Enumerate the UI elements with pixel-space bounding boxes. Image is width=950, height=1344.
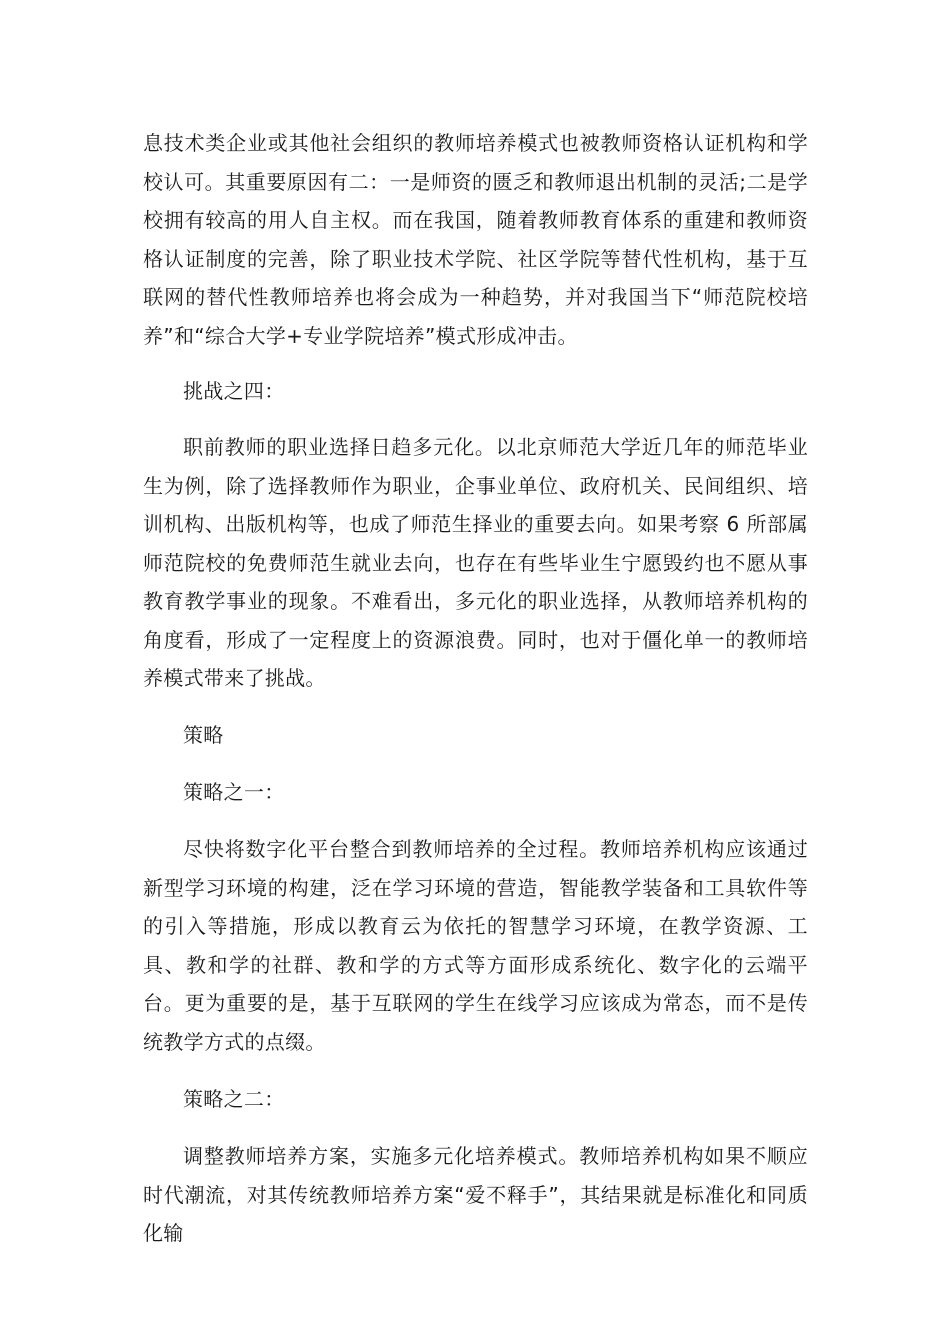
- heading-strategy-two: 策略之二：: [183, 1087, 285, 1111]
- paragraph-strategy-one: 尽快将数字化平台整合到教师培养的全过程。教师培养机构应该通过新型学习环境的构建，泛在学习环境的营造，智能教学装备和工具软件等的引入等措施，形成以教育云为依托的智慧学习环境，在教学资源、工具、教和学的社群、教和学的方式等方面形成系统化、数字化的云端平台。更为重要的是，基于互联网的学生在线学习应该成为常态，而不是传统教学方式的点缀。: [143, 837, 808, 1054]
- heading-strategy: 策略: [183, 723, 224, 747]
- heading-challenge-four: 挑战之四：: [183, 379, 285, 403]
- paragraph-challenge-four: 职前教师的职业选择日趋多元化。以北京师范大学近几年的师范毕业生为例，除了选择教师作为职业，企事业单位、政府机关、民间组织、培训机构、出版机构等，也成了师范生择业的重要去向。如果考察 6 所部属师范院校的免费师范生就业去向，也存在有些毕业生宁愿毁约也不愿从事教育教学事业的现象。不难看出，多元化的职业选择，从教师培养机构的角度看，形成了一定程度上的资源浪费。同时，也对于僵化单一的教师培养模式带来了挑战。: [143, 435, 808, 690]
- heading-strategy-one: 策略之一：: [183, 780, 285, 804]
- paragraph-strategy-two: 调整教师培养方案，实施多元化培养模式。教师培养机构如果不顺应时代潮流，对其传统教师培养方案“爱不释手”，其结果就是标准化和同质化输: [143, 1144, 808, 1245]
- paragraph-continuation: 息技术类企业或其他社会组织的教师培养模式也被教师资格认证机构和学校认可。其重要原因有二：一是师资的匮乏和教师退出机制的灵活;二是学校拥有较高的用人自主权。而在我国，随着教师教育体系的重建和教师资格认证制度的完善，除了职业技术学院、社区学院等替代性机构，基于互联网的替代性教师培养也将会成为一种趋势，并对我国当下“师范院校培养”和“综合大学+专业学院培养”模式形成冲击。: [143, 131, 808, 348]
